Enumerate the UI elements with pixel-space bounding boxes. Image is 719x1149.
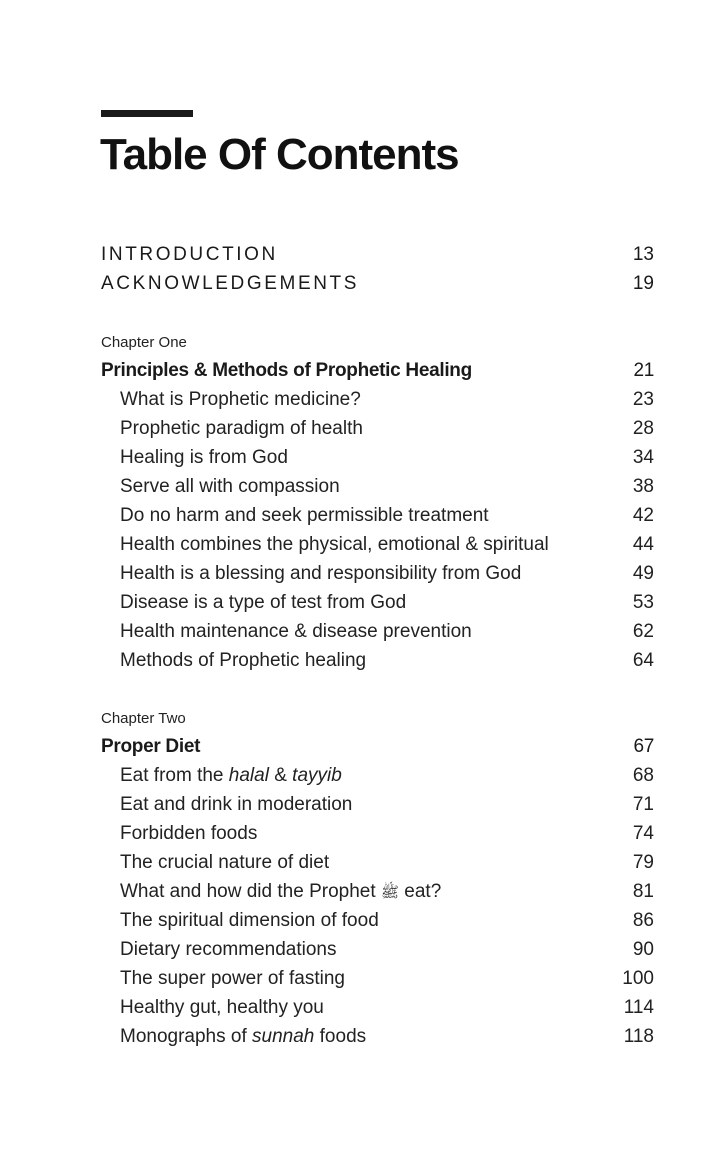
toc-entry xyxy=(101,386,654,414)
toc-page-number: 64 xyxy=(632,650,654,671)
toc-row-introduction xyxy=(101,241,654,269)
page-title: Table Of Contents xyxy=(100,130,459,179)
toc-entry xyxy=(101,820,654,848)
toc-entry-label: Dietary recommendations xyxy=(120,939,337,960)
salutation-symbol: ﷺ xyxy=(380,884,400,901)
toc-entry-label: Eat and drink in moderation xyxy=(120,794,353,815)
chapter-title: Proper Diet xyxy=(101,736,201,757)
toc-entry-label: The spiritual dimension of food xyxy=(120,910,379,931)
toc-entry xyxy=(101,502,654,530)
toc-entry xyxy=(101,1023,654,1051)
toc-page-number: 34 xyxy=(632,447,654,468)
toc-page-number: 19 xyxy=(632,273,654,294)
chapter-one-title-row xyxy=(101,357,654,385)
toc-entry-label: Healthy gut, healthy you xyxy=(120,997,324,1018)
toc-entry-label: Monographs of sunnah foods xyxy=(120,1026,367,1047)
toc-entry-label: Health is a blessing and responsibility from God xyxy=(120,563,522,584)
toc-entry xyxy=(101,791,654,819)
toc-page-number: 74 xyxy=(632,823,654,844)
toc-label: INTRODUCTION xyxy=(101,244,278,265)
toc-row-acknowledgements xyxy=(101,270,654,298)
toc-entry-label: Disease is a type of test from God xyxy=(120,592,407,613)
toc-entry-label: What and how did the Prophet ﷺ eat? xyxy=(120,881,442,902)
toc-page-number: 86 xyxy=(632,910,654,931)
toc-entry xyxy=(101,907,654,935)
toc-page-number: 100 xyxy=(622,968,654,989)
title-accent-bar xyxy=(101,110,193,117)
toc-entry xyxy=(101,647,654,675)
toc-entry xyxy=(101,849,654,877)
toc-entry-label: Prophetic paradigm of health xyxy=(120,418,363,439)
toc-entry-label: Methods of Prophetic healing xyxy=(120,650,367,671)
toc-page-number: 28 xyxy=(632,418,654,439)
toc-entry-label: Eat from the halal & tayyib xyxy=(120,765,342,786)
toc-label: ACKNOWLEDGEMENTS xyxy=(101,273,360,294)
toc-entry-label: Forbidden foods xyxy=(120,823,258,844)
toc-page-number: 23 xyxy=(632,389,654,410)
toc-page-number: 90 xyxy=(632,939,654,960)
toc-entry xyxy=(101,965,654,993)
toc-entry xyxy=(101,936,654,964)
chapter-two-title-row xyxy=(101,733,654,761)
toc-entry xyxy=(101,994,654,1022)
toc-entry xyxy=(101,415,654,443)
toc-page-number: 81 xyxy=(632,881,654,902)
toc-entry xyxy=(101,444,654,472)
toc-page-number: 53 xyxy=(632,592,654,613)
toc-entry xyxy=(101,618,654,646)
toc-entry-label: Health maintenance & disease prevention xyxy=(120,621,472,642)
toc-page-number: 68 xyxy=(632,765,654,786)
toc-page-number: 79 xyxy=(632,852,654,873)
toc-page-number: 49 xyxy=(632,563,654,584)
toc-entry-label: Serve all with compassion xyxy=(120,476,340,497)
toc-entry-label: Health combines the physical, emotional & spiritual xyxy=(120,534,549,555)
toc-page-number: 38 xyxy=(632,476,654,497)
toc-page-number: 44 xyxy=(632,534,654,555)
toc-entry xyxy=(101,531,654,559)
toc-page-number: 71 xyxy=(632,794,654,815)
chapter-title: Principles & Methods of Prophetic Healing xyxy=(101,360,472,381)
toc-entry xyxy=(101,589,654,617)
toc-entry xyxy=(101,560,654,588)
toc-page-number: 42 xyxy=(632,505,654,526)
toc-entry-label: What is Prophetic medicine? xyxy=(120,389,361,410)
toc-entry xyxy=(101,762,654,790)
toc-page-number: 67 xyxy=(633,736,654,757)
toc-entry xyxy=(101,473,654,501)
toc-entry xyxy=(101,878,654,906)
toc-entry-label: The super power of fasting xyxy=(120,968,345,989)
chapter-two-label: Chapter Two xyxy=(101,710,186,727)
toc-entry-label: The crucial nature of diet xyxy=(120,852,330,873)
toc-entry-label: Healing is from God xyxy=(120,447,288,468)
toc-page-number: 62 xyxy=(632,621,654,642)
toc-entry-label: Do no harm and seek permissible treatment xyxy=(120,505,489,526)
toc-page-number: 21 xyxy=(633,360,654,381)
toc-page-number: 118 xyxy=(623,1026,654,1047)
chapter-one-label: Chapter One xyxy=(101,334,187,351)
toc-page-number: 114 xyxy=(623,997,654,1018)
toc-page-number: 13 xyxy=(632,244,654,265)
